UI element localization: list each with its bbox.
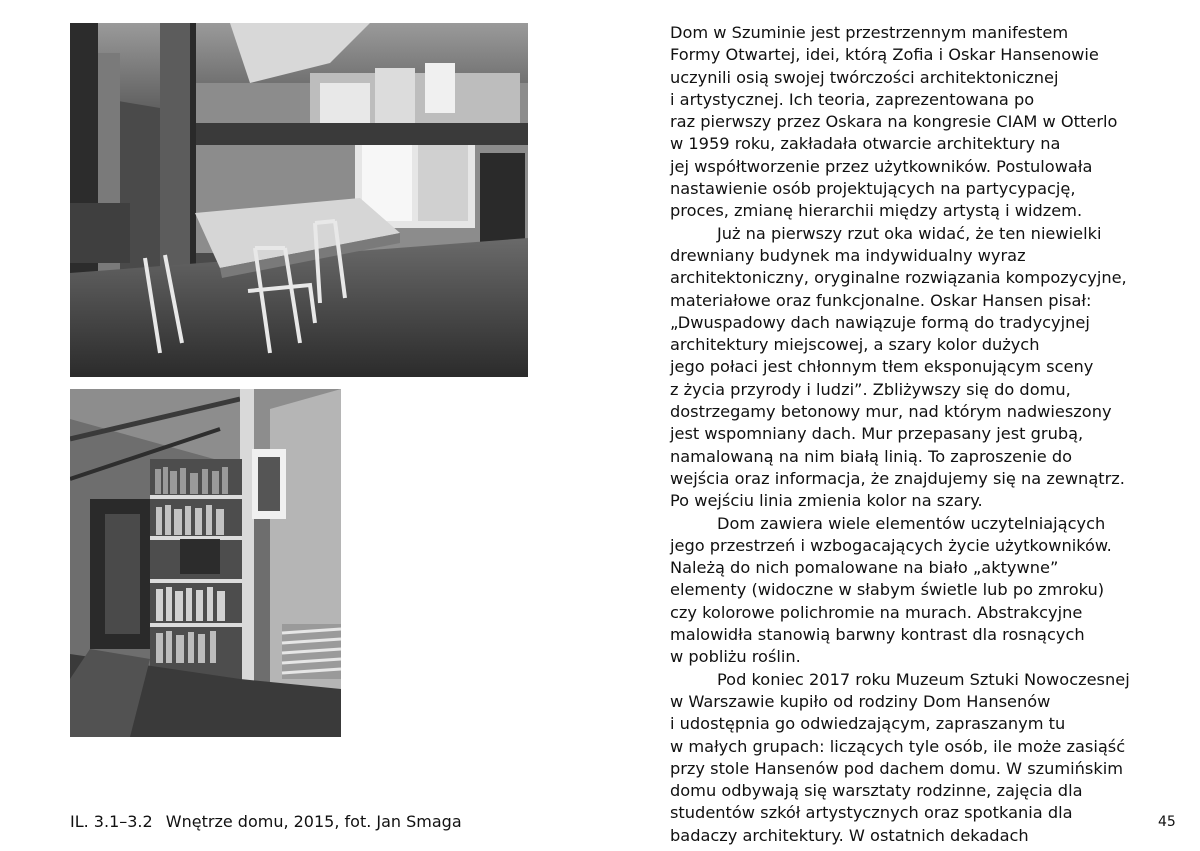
text-line: i udostępnia go odwiedzającym, zapraszanym tu bbox=[670, 714, 1066, 734]
caption-text: Wnętrze domu, 2015, fot. Jan Smaga bbox=[165, 812, 462, 831]
text-line: jego przestrzeń i wzbogacających życie użytkowników. bbox=[670, 535, 1112, 555]
text-line: „Dwuspadowy dach nawiązuje formą do tradycyjnej bbox=[670, 312, 1090, 332]
text-line: z życia przyrody i ludzi”. Zbliżywszy się do domu, bbox=[670, 379, 1071, 399]
text-line: i artystycznej. Ich teoria, zaprezentowana po bbox=[670, 89, 1035, 109]
text-line: jest wspomniany dach. Mur przepasany jest grubą, bbox=[670, 424, 1084, 444]
text-line: raz pierwszy przez Oskara na kongresie CIAM w Otterlo bbox=[670, 112, 1118, 132]
text-line: w pobliżu roślin. bbox=[670, 647, 801, 667]
text-line: domu odbywają się warsztaty rodzinne, zajęcia dla bbox=[670, 781, 1083, 801]
caption-label: IL. 3.1–3.2 bbox=[70, 812, 153, 831]
text-line: namalowaną na nim białą linią. To zaproszenie do bbox=[670, 446, 1073, 466]
page-number: 45 bbox=[1158, 814, 1176, 830]
text-line: Formy Otwartej, idei, którą Zofia i Oskar Hansenowie bbox=[670, 45, 1099, 65]
body-paragraph bbox=[670, 513, 1140, 669]
text-line: materiałowe oraz funkcjonalne. Oskar Hansen pisał: bbox=[670, 290, 1092, 310]
body-text-column bbox=[670, 22, 1140, 847]
text-line: malowidła stanowią barwny kontrast dla rosnących bbox=[670, 625, 1085, 645]
text-line: dostrzegamy betonowy mur, nad którym nadwieszony bbox=[670, 402, 1112, 422]
text-line: architektury miejscowej, a szary kolor dużych bbox=[670, 335, 1040, 355]
body-paragraph bbox=[670, 223, 1140, 513]
text-line: Już na pierwszy rzut oka widać, że ten niewielki bbox=[717, 223, 1102, 243]
text-line: architektoniczny, oryginalne rozwiązania kompozycyjne, bbox=[670, 268, 1127, 288]
text-line: Należą do nich pomalowane na biało „aktywne” bbox=[670, 558, 1059, 578]
text-line: proces, zmianę hierarchii między artystą i widzem. bbox=[670, 201, 1083, 221]
text-line: Pod koniec 2017 roku Muzeum Sztuki Nowoczesnej bbox=[717, 669, 1130, 689]
text-line: badaczy architektury. W ostatnich dekadach bbox=[670, 825, 1029, 845]
text-line: jej współtworzenie przez użytkowników. Postulowała bbox=[670, 156, 1093, 176]
text-line: drewniany budynek ma indywidualny wyraz bbox=[670, 245, 1026, 265]
text-line: studentów szkół artystycznych oraz spotkania dla bbox=[670, 803, 1073, 823]
text-line: wejścia oraz informacja, że znajdujemy się na zewnątrz. bbox=[670, 468, 1125, 488]
text-line: przy stole Hansenów pod dachem domu. W szumińskim bbox=[670, 758, 1123, 778]
text-line: nastawienie osób projektujących na partycypację, bbox=[670, 179, 1076, 199]
text-line: czy kolorowe polichromie na murach. Abstrakcyjne bbox=[670, 602, 1083, 622]
body-paragraph bbox=[670, 669, 1140, 847]
text-line: jego połaci jest chłonnym tłem eksponującym sceny bbox=[670, 357, 1094, 377]
interior-photo-bookshelves bbox=[70, 389, 341, 737]
interior-photo-table bbox=[70, 23, 528, 377]
text-line: Po wejściu linia zmienia kolor na szary. bbox=[670, 491, 983, 511]
text-line: w małych grupach: liczących tyle osób, ile może zasiąść bbox=[670, 736, 1126, 756]
text-line: Dom zawiera wiele elementów uczytelniających bbox=[717, 513, 1106, 533]
figure-caption bbox=[70, 811, 462, 833]
text-line: w 1959 roku, zakładała otwarcie architektury na bbox=[670, 134, 1061, 154]
text-line: elementy (widoczne w słabym świetle lub po zmroku) bbox=[670, 580, 1105, 600]
body-paragraph bbox=[670, 22, 1140, 223]
text-line: w Warszawie kupiło od rodziny Dom Hansenów bbox=[670, 691, 1051, 711]
interior-photo-table-image bbox=[70, 23, 528, 377]
interior-photo-bookshelves-image bbox=[70, 389, 341, 737]
text-line: uczynili osią swojej twórczości architektonicznej bbox=[670, 67, 1059, 87]
text-line: Dom w Szuminie jest przestrzennym manifestem bbox=[670, 23, 1069, 42]
